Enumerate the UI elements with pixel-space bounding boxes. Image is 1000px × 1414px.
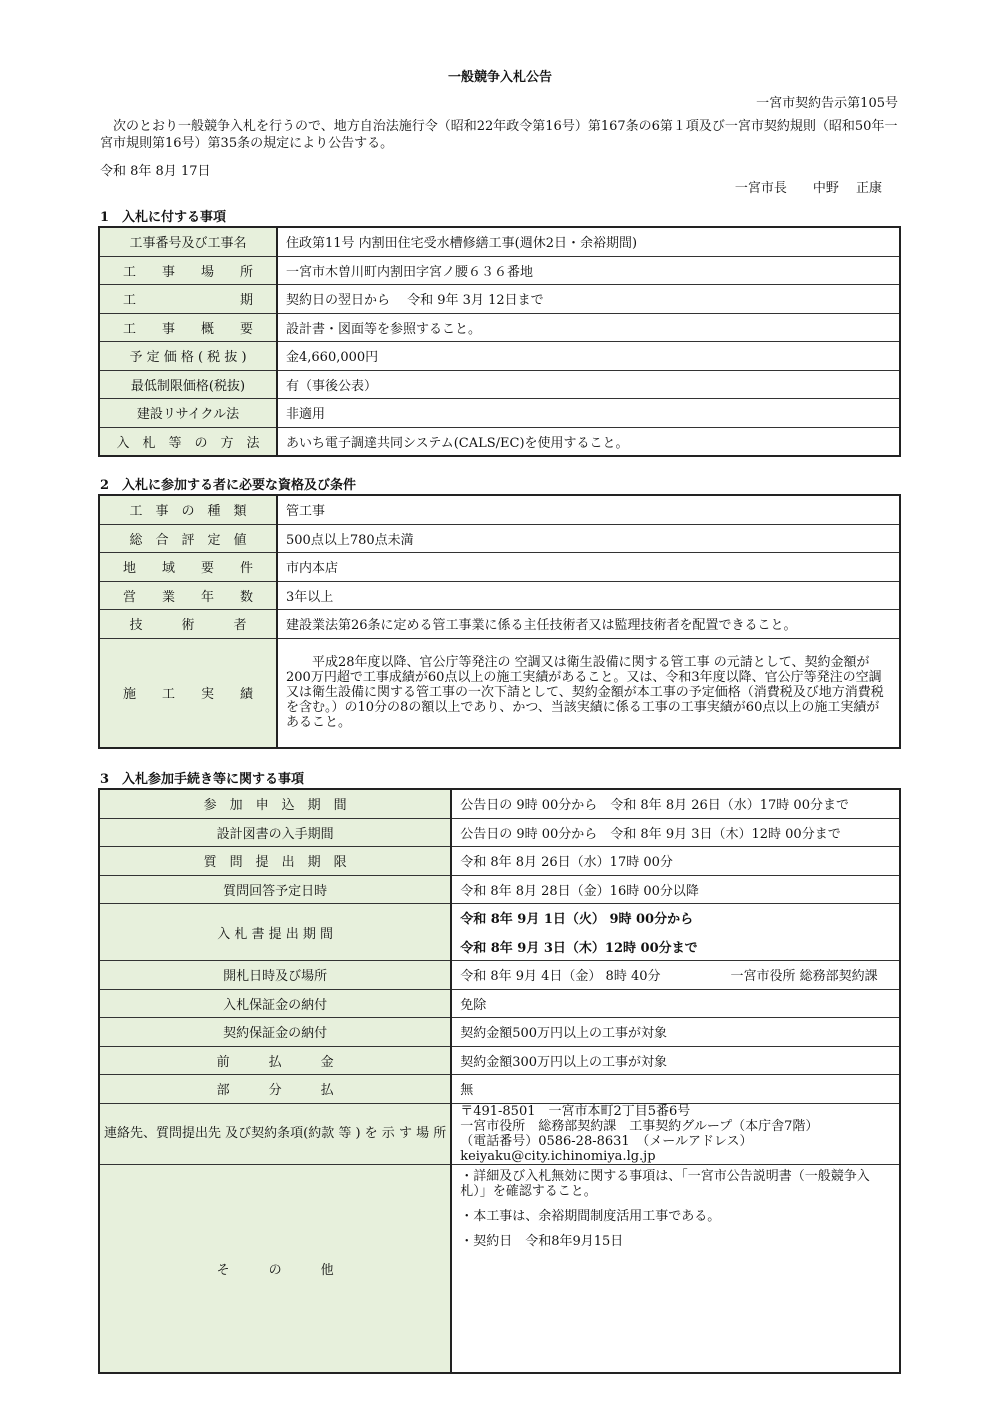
row-value: 令和 8年 8月 28日（金）16時 00分以降 bbox=[451, 875, 900, 904]
table-row bbox=[99, 847, 900, 876]
other-label: そ の 他 bbox=[99, 1164, 451, 1373]
row-value: 管工事 bbox=[277, 495, 900, 524]
section3-title: 3 入札参加手続き等に関する事項 bbox=[100, 772, 305, 787]
row-value: 令和 8年 8月 26日（水）17時 00分 bbox=[451, 847, 900, 876]
row-value: 非適用 bbox=[277, 399, 900, 428]
row-label: 工 期 bbox=[99, 285, 277, 314]
table-row bbox=[99, 1164, 900, 1373]
row-label: 入 札 等 の 方 法 bbox=[99, 427, 277, 456]
row-value: 契約金額300万円以上の工事が対象 bbox=[451, 1046, 900, 1075]
other-item: ・詳細及び入札無効に関する事項は、「一宮市公告説明書（一般競争入札）」を確認すること。 bbox=[460, 1168, 870, 1199]
row-label: 前 払 金 bbox=[99, 1046, 451, 1075]
table-row bbox=[99, 904, 900, 961]
row-label: 最低制限価格(税抜) bbox=[99, 370, 277, 399]
bid-period-from: 令和 8年 9月 1日（火） 9時 00分から bbox=[460, 912, 694, 927]
notice-title: 一般競争入札公告 bbox=[447, 70, 552, 85]
table-row bbox=[99, 1103, 900, 1164]
row-value: 一宮市木曽川町内割田字宮ノ腰６３６番地 bbox=[277, 256, 900, 285]
table-row bbox=[99, 370, 900, 399]
notice-number: 一宮市契約告示第105号 bbox=[756, 96, 898, 111]
bid-period-to: 令和 8年 9月 3日（木）12時 00分まで bbox=[460, 941, 698, 956]
row-label: 地 域 要 件 bbox=[99, 553, 277, 582]
bid-period-value bbox=[451, 904, 900, 961]
row-value: 金4,660,000円 bbox=[277, 342, 900, 371]
signer: 一宮市長 中野 正康 bbox=[734, 181, 882, 196]
row-label: 部 分 払 bbox=[99, 1075, 451, 1104]
table-row bbox=[99, 818, 900, 847]
row-value: 免除 bbox=[451, 989, 900, 1018]
table-row bbox=[99, 285, 900, 314]
table-row bbox=[99, 875, 900, 904]
table-row bbox=[99, 1018, 900, 1047]
table-row bbox=[99, 256, 900, 285]
row-label: 工事番号及び工事名 bbox=[99, 227, 277, 256]
row-value: 設計書・図面等を参照すること。 bbox=[277, 313, 900, 342]
opening-value bbox=[451, 961, 900, 990]
table-row bbox=[99, 399, 900, 428]
other-item: ・契約日 令和8年9月15日 bbox=[460, 1233, 624, 1249]
row-value: 公告日の 9時 00分から 令和 8年 8月 26日（水）17時 00分まで bbox=[451, 789, 900, 818]
table-row bbox=[99, 427, 900, 456]
row-label: 建設リサイクル法 bbox=[99, 399, 277, 428]
table-row bbox=[99, 581, 900, 610]
table-row bbox=[99, 610, 900, 639]
row-label: 質問回答予定日時 bbox=[99, 875, 451, 904]
section1-title: 1 入札に付する事項 bbox=[100, 210, 227, 225]
contact-label: 連絡先、質問提出先 及び契約条項(約款 等 ) を 示 す 場 所 bbox=[99, 1103, 451, 1164]
row-value: 住政第11号 内割田住宅受水槽修繕工事(週休2日・余裕期間) bbox=[277, 227, 900, 256]
section3-table bbox=[98, 788, 901, 1374]
row-label: 参 加 申 込 期 間 bbox=[99, 789, 451, 818]
other-item: ・本工事は、余裕期間制度活用工事である。 bbox=[460, 1208, 721, 1224]
table-row bbox=[99, 989, 900, 1018]
section1-table bbox=[98, 226, 901, 457]
table-row bbox=[99, 961, 900, 990]
bid-period-label: 入 札 書 提 出 期 間 bbox=[99, 904, 451, 961]
table-row bbox=[99, 1046, 900, 1075]
table-row bbox=[99, 1075, 900, 1104]
row-value: 3年以上 bbox=[277, 581, 900, 610]
opening-place: 一宮市役所 総務部契約課 bbox=[730, 969, 878, 985]
other-value bbox=[451, 1164, 900, 1373]
row-label: 工 事 場 所 bbox=[99, 256, 277, 285]
table-row bbox=[99, 313, 900, 342]
row-value: 建設業法第26条に定める管工事業に係る主任技術者又は監理技術者を配置できること。 bbox=[277, 610, 900, 639]
row-value: 契約日の翌日から 令和 9年 3月 12日まで bbox=[277, 285, 900, 314]
row-value: あいち電子調達共同システム(CALS/EC)を使用すること。 bbox=[277, 427, 900, 456]
record-value: 平成28年度以降、官公庁等発注の 空調又は衛生設備に関する管工事 の元請として、契約金額が200万円超で工事成績が60点以上の施工実績があること。又は、令和3年度以降、官公庁等発注の空調又は衛生設備に関する管工事の一次下請として、契約金額が本工事の予定価格（消費税及び地方消費税を含む。）の10分の8の額以上であり、かつ、当該実績に係る工事の工事実績が60点以上の施工実績があること。 bbox=[277, 638, 900, 748]
row-value: 公告日の 9時 00分から 令和 8年 9月 3日（木）12時 00分まで bbox=[451, 818, 900, 847]
table-row bbox=[99, 495, 900, 524]
row-value: 無 bbox=[451, 1075, 900, 1104]
table-row bbox=[99, 553, 900, 582]
row-value: 市内本店 bbox=[277, 553, 900, 582]
opening-label: 開札日時及び場所 bbox=[99, 961, 451, 990]
row-label: 工 事 概 要 bbox=[99, 313, 277, 342]
row-label: 営 業 年 数 bbox=[99, 581, 277, 610]
contact-value: 〒491-8501 一宮市本町2丁目5番6号 一宮市役所 総務部契約課 工事契約グループ（本庁舎7階） （電話番号）0586-28-8631 （メールアドレス）keiyaku@city.ichinomiya.lg.jp bbox=[451, 1103, 900, 1164]
table-row bbox=[99, 789, 900, 818]
row-label: 設計図書の入手期間 bbox=[99, 818, 451, 847]
section2-title: 2 入札に参加する者に必要な資格及び条件 bbox=[100, 478, 357, 493]
record-label: 施 工 実 績 bbox=[99, 638, 277, 748]
table-row bbox=[99, 342, 900, 371]
opening-time: 令和 8年 9月 4日（金） 8時 40分 bbox=[460, 969, 661, 985]
row-value: 契約金額500万円以上の工事が対象 bbox=[451, 1018, 900, 1047]
table-row bbox=[99, 524, 900, 553]
row-label: 予 定 価 格 ( 税 抜 ) bbox=[99, 342, 277, 371]
section2-table bbox=[98, 494, 901, 749]
row-value: 有（事後公表） bbox=[277, 370, 900, 399]
table-row bbox=[99, 638, 900, 748]
row-label: 技 術 者 bbox=[99, 610, 277, 639]
row-value: 500点以上780点未満 bbox=[277, 524, 900, 553]
row-label: 総 合 評 定 値 bbox=[99, 524, 277, 553]
notice-date: 令和 8年 8月 17日 bbox=[100, 164, 211, 179]
row-label: 契約保証金の納付 bbox=[99, 1018, 451, 1047]
row-label: 入札保証金の納付 bbox=[99, 989, 451, 1018]
table-row bbox=[99, 227, 900, 256]
row-label: 質 問 提 出 期 限 bbox=[99, 847, 451, 876]
intro-paragraph: 次のとおり一般競争入札を行うので、地方自治法施行令（昭和22年政令第16号）第167条の6第１項及び一宮市契約規則（昭和50年一宮市規則第16号）第35条の規定により公告する。 bbox=[100, 119, 898, 151]
row-label: 工 事 の 種 類 bbox=[99, 495, 277, 524]
